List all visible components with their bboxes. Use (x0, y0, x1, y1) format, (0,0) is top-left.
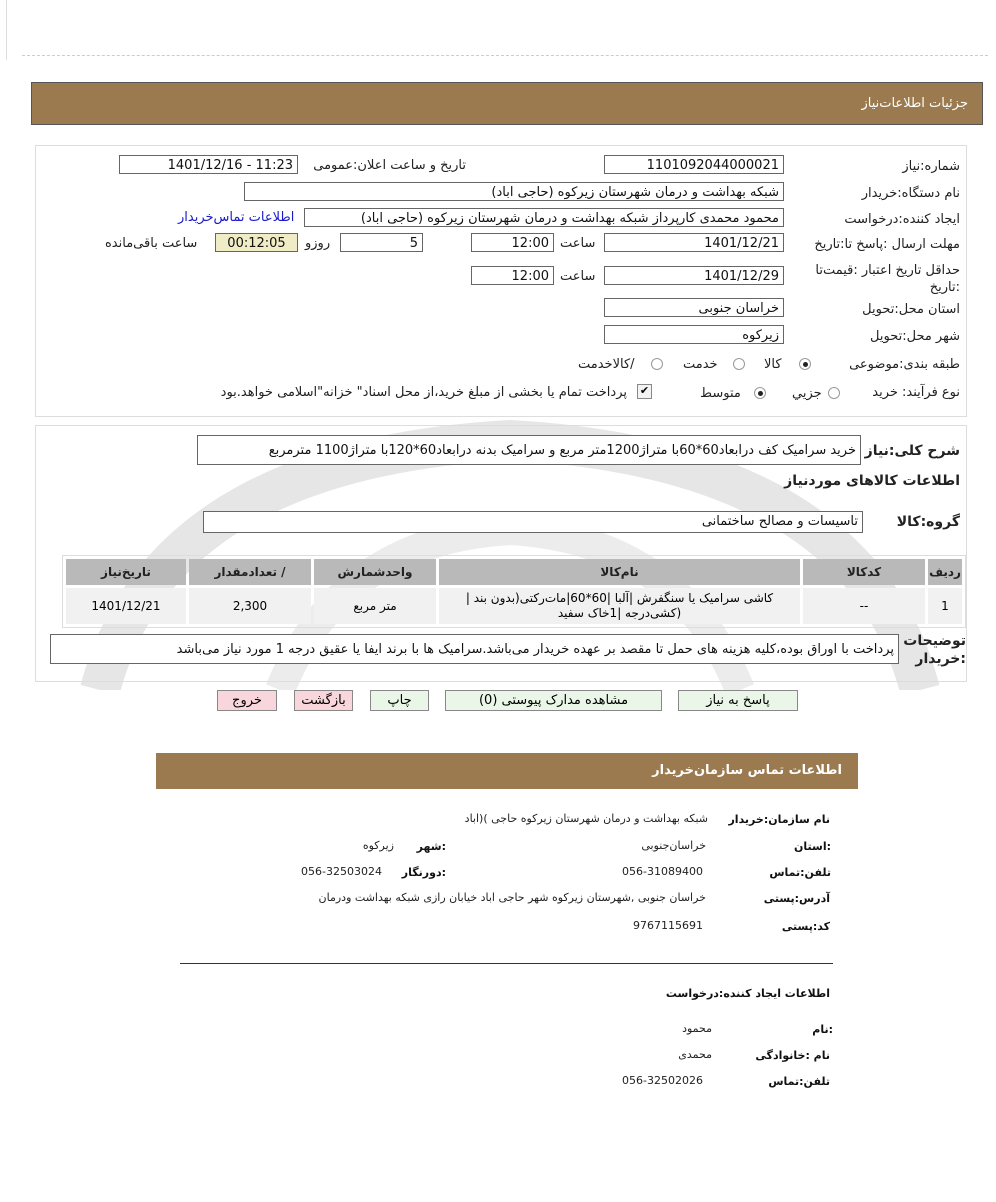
summary-label: شرح کلی:نیاز (864, 443, 960, 459)
address-value: خراسان جنوبی ,شهرستان زیرکوه شهر حاجی اباد خیابان رازی شبکه بهداشت ودرمان (318, 891, 706, 904)
buyer-label: نام دستگاه:خریدار (861, 186, 960, 201)
buyer-contact-link[interactable]: اطلاعات تماس‌خریدار (178, 210, 295, 225)
category-option-both: /کالاخدمت (578, 357, 635, 372)
goods-title: اطلاعات کالاهای موردنیاز (784, 473, 960, 489)
need-number-field[interactable]: 1101092044000021 (604, 155, 784, 174)
reply-button[interactable]: پاسخ به نیاز (678, 690, 798, 711)
time-label: ساعت (560, 236, 596, 251)
back-button[interactable]: بازگشت (294, 690, 353, 711)
header-title: جزئیات اطلاعات‌نیاز (861, 96, 968, 111)
cell-date: 1401/12/21 (66, 588, 186, 624)
col-qty: / تعدادمقدار (189, 559, 311, 585)
creator-phone-label: تلفن:تماس (768, 1075, 830, 1088)
category-option-service: خدمت (683, 357, 718, 372)
org-value: شبکه بهداشت و درمان شهرستان زیرکوه حاجی )(اباد (464, 812, 708, 825)
need-number-label: شماره:نیاز (902, 159, 960, 174)
col-unit: واحدشمارش (314, 559, 436, 585)
col-code: کدکالا (803, 559, 925, 585)
category-radio-service[interactable] (733, 358, 745, 370)
process-radio-medium[interactable] (754, 387, 766, 399)
phone-value: 056-31089400 (622, 865, 703, 878)
category-radio-both[interactable] (651, 358, 663, 370)
goods-table (63, 556, 965, 627)
time-label: ساعت (560, 269, 596, 284)
address-label: آدرس:پستی (763, 892, 830, 905)
province-field[interactable]: خراسان جنوبی (604, 298, 784, 317)
phone-label: تلفن:تماس (769, 866, 831, 879)
postal-value: 9767115691 (633, 919, 703, 932)
validity-label: حداقل تاریخ اعتبار :قیمت‌تا :تاریخ (815, 263, 960, 295)
days-field[interactable]: 5 (340, 233, 423, 252)
announce-field[interactable]: 1401/12/16 - 11:23 (119, 155, 298, 174)
province-label: :استان (794, 840, 831, 853)
category-radio-goods[interactable] (799, 358, 811, 370)
remaining-label: ساعت باقی‌مانده (105, 236, 198, 251)
col-date: تاریخ‌نیاز (66, 559, 186, 585)
city-field[interactable]: زیرکوه (604, 325, 784, 344)
goods-table-wrap (62, 555, 966, 628)
province-value: خراسان‌جنوبی (641, 839, 706, 852)
divider (180, 963, 833, 964)
cell-row: 1 (928, 588, 962, 624)
group-field[interactable]: تاسیسات و مصالح ساختمانی (203, 511, 863, 533)
process-option-medium: متوسط (700, 386, 741, 401)
contact-header (156, 753, 858, 789)
summary-field[interactable]: خرید سرامیک کف درابعاد60*60با متراژ1200متر مربع و سرامیک بدنه درابعاد60*120با متراژ1100 مترمربع (197, 435, 861, 465)
payment-checkbox[interactable]: ✔ (637, 384, 652, 399)
fax-label: :دورنگار (401, 866, 446, 879)
deadline-date-field[interactable]: 1401/12/21 (604, 233, 784, 252)
remaining-timer: 00:12:05 (215, 233, 298, 252)
col-row: ردیف (928, 559, 962, 585)
group-label: گروه:کالا (896, 514, 960, 530)
cell-qty: 2,300 (189, 588, 311, 624)
contact-title: اطلاعات تماس سازمان‌خریدار (652, 763, 842, 778)
creator-info-title: اطلاعات ایجاد کننده:درخواست (665, 987, 830, 1000)
fax-value: 056-32503024 (301, 865, 382, 878)
category-label: طبقه بندی:موضوعی (849, 357, 960, 372)
postal-label: کد:پستی (781, 920, 830, 933)
validity-date-field[interactable]: 1401/12/29 (604, 266, 784, 285)
cell-code: -- (803, 588, 925, 624)
table-row (66, 588, 962, 624)
table-header-row (66, 559, 962, 585)
process-label: نوع فرآیند: خرید (872, 385, 960, 400)
deadline-label: مهلت ارسال :پاسخ تا:تاریخ (814, 237, 960, 252)
category-option-goods: کالا (764, 357, 782, 372)
creator-phone-value: 056-32502026 (622, 1074, 703, 1087)
creator-field[interactable]: محمود محمدی کارپرداز شبکه بهداشت و درمان شهرستان زیرکوه (حاجی اباد) (304, 208, 784, 227)
name-label: :نام (812, 1023, 833, 1036)
name-value: محمود (682, 1022, 712, 1035)
buyer-field[interactable]: شبکه بهداشت و درمان شهرستان زیرکوه (حاجی اباد) (244, 182, 784, 201)
exit-button[interactable]: خروج (217, 690, 277, 711)
print-button[interactable]: چاپ (370, 690, 429, 711)
city-label: شهر محل:تحویل (870, 329, 960, 344)
cell-unit: متر مربع (314, 588, 436, 624)
cell-name: کاشی سرامیک یا سنگفرش |آلبا |60*60|مات‌رکتی(بدون بند |(کشی‌درجه |1خاک سفید (439, 588, 800, 624)
col-name: نام‌کالا (439, 559, 800, 585)
view-documents-button[interactable]: مشاهده مدارک پیوستی (0) (445, 690, 662, 711)
process-option-minor: جزيي (792, 386, 822, 401)
notes-label: توضیحات :خریدار (903, 633, 966, 667)
page-header (31, 82, 983, 125)
days-label: روزو (305, 236, 331, 251)
province-label: استان محل:تحویل (862, 302, 960, 317)
family-value: محمدی (678, 1048, 712, 1061)
notes-field[interactable]: پرداخت با اوراق بوده،کلیه هزینه های حمل تا مقصد بر عهده خریدار می‌باشد.سرامیک ها با برند ایفا یا عقیق درجه 1 مورد نیاز می‌باشد (50, 634, 899, 664)
city-value: زیرکوه (362, 839, 394, 852)
process-radio-minor[interactable] (828, 387, 840, 399)
validity-time-field[interactable]: 12:00 (471, 266, 554, 285)
divider (6, 0, 7, 60)
family-label: نام :خانوادگی (755, 1049, 830, 1062)
org-label: نام سازمان:خریدار (728, 813, 830, 826)
announce-label: تاریخ و ساعت اعلان:عمومی (313, 158, 466, 173)
city-label: :شهر (416, 840, 446, 853)
deadline-time-field[interactable]: 12:00 (471, 233, 554, 252)
payment-note: پرداخت تمام یا بخشی از مبلغ خرید،از محل اسناد" خزانه"اسلامی خواهد.بود (220, 385, 627, 400)
divider (22, 55, 988, 56)
creator-label: ایجاد کننده:درخواست (844, 212, 960, 227)
